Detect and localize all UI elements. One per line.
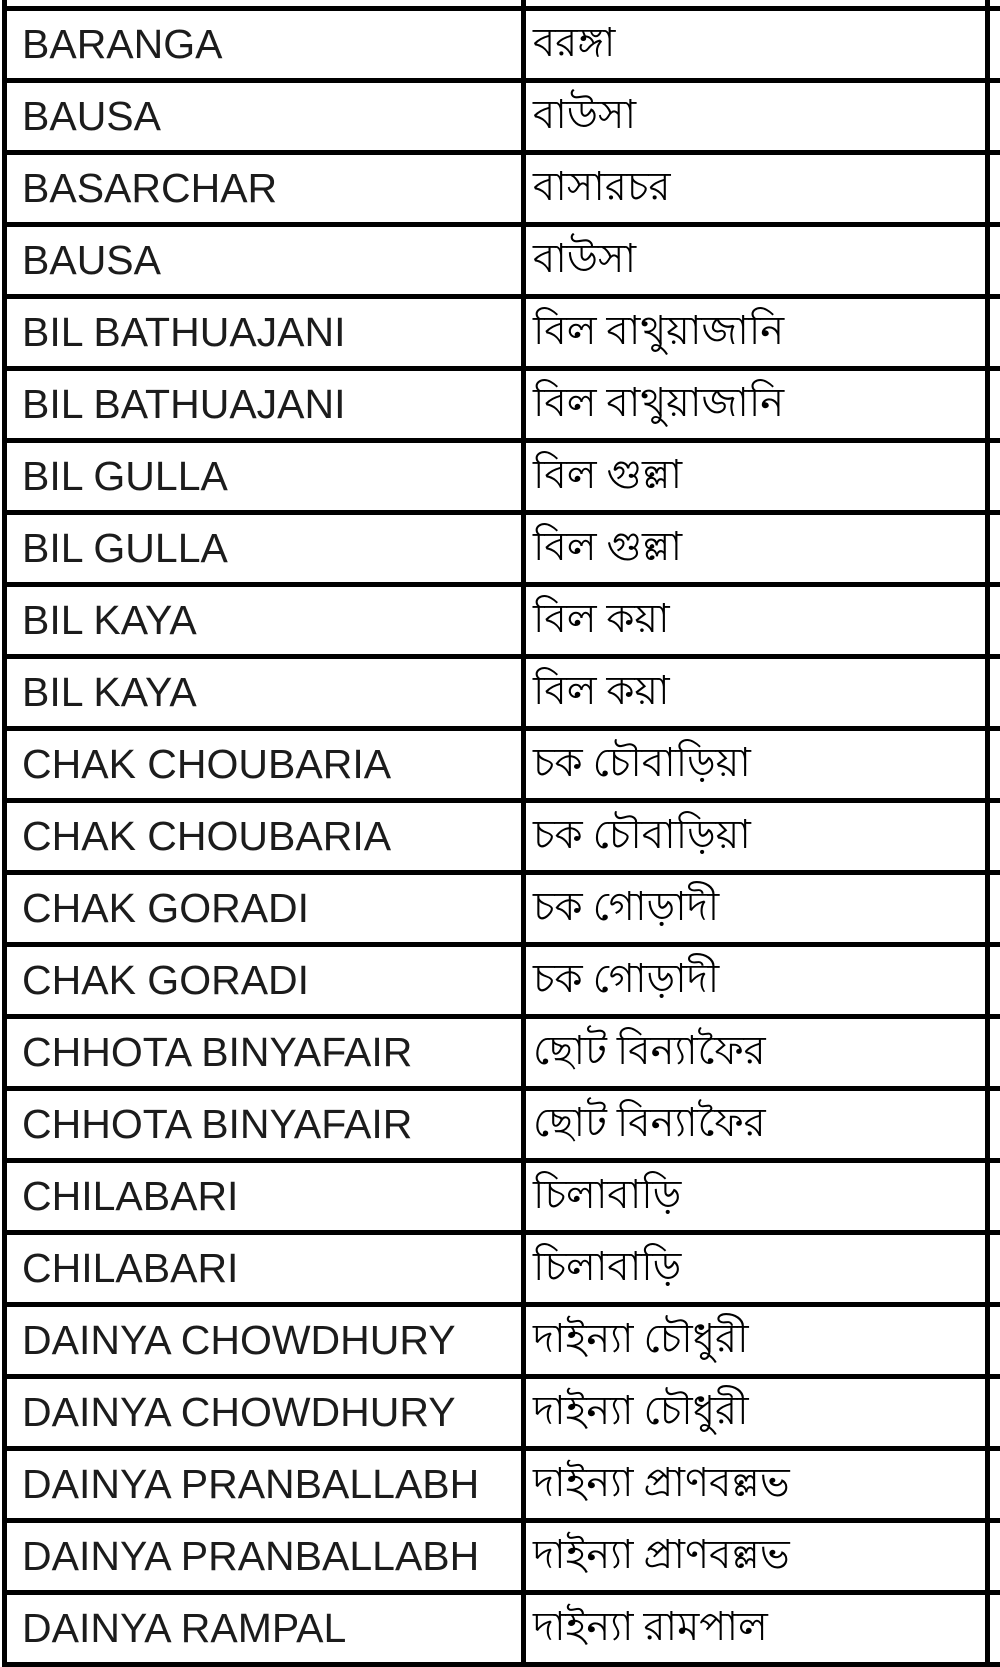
cell-name-english: DAINYA CHOWDHURY [5, 1377, 524, 1449]
cell-name-bangla: চক চৌবাড়িয়া [524, 801, 988, 873]
table-row [5, 1377, 1000, 1449]
cell-name-english: BAUSA [5, 225, 524, 297]
cell-name-bangla: চিলাবাড়ি [524, 1233, 988, 1305]
cell-cutoff-empty [988, 153, 1000, 225]
cell-cutoff-empty [988, 1089, 1000, 1161]
table-row [5, 225, 1000, 297]
cell-name-bangla: বরঙ্গা [524, 9, 988, 81]
cell-name-english: DAINYA CHOWDHURY [5, 1305, 524, 1377]
cell-name-english: CHAK GORADI [5, 945, 524, 1017]
table-row [5, 801, 1000, 873]
cell-name-english: CHAK CHOUBARIA [5, 729, 524, 801]
cell-name-bangla: চক গোড়াদী [524, 945, 988, 1017]
cell-cutoff-empty [988, 1305, 1000, 1377]
cell-name-bangla: বিল কয়া [524, 657, 988, 729]
cell-cutoff-empty [988, 1521, 1000, 1593]
cell-name-english: CHAK GORADI [5, 873, 524, 945]
table-row [5, 1233, 1000, 1305]
cell-cutoff-empty [988, 801, 1000, 873]
cell-cutoff-empty [988, 1593, 1000, 1665]
cell-name-english: CHHOTA BINYAFAIR [5, 1089, 524, 1161]
table-row [5, 9, 1000, 81]
cell-name-bangla: ছোট বিন্যাফৈর [524, 1017, 988, 1089]
cell-cutoff-empty [988, 1017, 1000, 1089]
table-row [5, 1089, 1000, 1161]
cell-name-bangla: দাইন্যা রামপাল [524, 1593, 988, 1665]
cell-cutoff-empty [988, 9, 1000, 81]
cell-name-bangla: বিল গুল্লা [524, 513, 988, 585]
table-row [5, 729, 1000, 801]
cell-cutoff-empty [988, 1377, 1000, 1449]
cell-name-english: BARANGA [5, 9, 524, 81]
cell-name-english: CHILABARI [5, 1233, 524, 1305]
cell-name-bangla: দাইন্যা প্রাণবল্লভ [524, 1449, 988, 1521]
cell-name-english: BIL GULLA [5, 441, 524, 513]
cell-name-english: BIL BATHUAJANI [5, 297, 524, 369]
table-row [5, 1593, 1000, 1665]
table-row [5, 585, 1000, 657]
cell-cutoff-empty [988, 441, 1000, 513]
cell-cutoff-empty [988, 513, 1000, 585]
cell-name-bangla: দাইন্যা প্রাণবল্লভ [524, 1521, 988, 1593]
table-row [5, 945, 1000, 1017]
cell-cutoff-empty [988, 81, 1000, 153]
table-row [5, 657, 1000, 729]
cell-cutoff-empty [988, 873, 1000, 945]
cell-cutoff-empty [988, 657, 1000, 729]
truncated-cell [524, 0, 988, 9]
cell-name-bangla: দাইন্যা চৌধুরী [524, 1305, 988, 1377]
table-row [5, 1449, 1000, 1521]
table-row [5, 81, 1000, 153]
table-row [5, 1017, 1000, 1089]
table-row [5, 513, 1000, 585]
cell-name-bangla: বাউসা [524, 225, 988, 297]
table-row [5, 1161, 1000, 1233]
cell-name-english: CHHOTA BINYAFAIR [5, 1017, 524, 1089]
cell-name-bangla: দাইন্যা চৌধুরী [524, 1377, 988, 1449]
cell-name-bangla: ছোট বিন্যাফৈর [524, 1089, 988, 1161]
cell-name-english: CHILABARI [5, 1161, 524, 1233]
table-row [5, 153, 1000, 225]
cell-cutoff-empty [988, 225, 1000, 297]
truncated-cell [5, 0, 524, 9]
cell-name-english: CHAK CHOUBARIA [5, 801, 524, 873]
cell-cutoff-empty [988, 1161, 1000, 1233]
cell-name-bangla: চক চৌবাড়িয়া [524, 729, 988, 801]
cell-cutoff-empty [988, 945, 1000, 1017]
cell-name-bangla: বিল গুল্লা [524, 441, 988, 513]
table-row [5, 369, 1000, 441]
cell-name-bangla: বিল বাথুয়াজানি [524, 297, 988, 369]
cell-name-english: BIL GULLA [5, 513, 524, 585]
table-row [5, 873, 1000, 945]
cell-name-english: BIL KAYA [5, 657, 524, 729]
cell-name-english: BIL BATHUAJANI [5, 369, 524, 441]
table-row [5, 297, 1000, 369]
table-row [5, 1521, 1000, 1593]
cell-name-english: DAINYA PRANBALLABH [5, 1521, 524, 1593]
mouza-name-table [2, 0, 1000, 1667]
cell-cutoff-empty [988, 1449, 1000, 1521]
table-row [5, 1305, 1000, 1377]
cell-cutoff-empty [988, 729, 1000, 801]
cell-cutoff-empty [988, 1233, 1000, 1305]
cell-name-english: BAUSA [5, 81, 524, 153]
cell-name-bangla: চক গোড়াদী [524, 873, 988, 945]
table-row [5, 441, 1000, 513]
cell-name-english: DAINYA RAMPAL [5, 1593, 524, 1665]
cell-name-english: BIL KAYA [5, 585, 524, 657]
cell-name-bangla: বিল বাথুয়াজানি [524, 369, 988, 441]
cell-name-bangla: বাসারচর [524, 153, 988, 225]
cell-name-bangla: চিলাবাড়ি [524, 1161, 988, 1233]
truncated-cell [988, 0, 1000, 9]
cell-name-english: BASARCHAR [5, 153, 524, 225]
cell-name-bangla: বাউসা [524, 81, 988, 153]
truncated-row-above [5, 0, 1000, 9]
cell-cutoff-empty [988, 585, 1000, 657]
cell-cutoff-empty [988, 369, 1000, 441]
cell-name-english: DAINYA PRANBALLABH [5, 1449, 524, 1521]
cell-cutoff-empty [988, 297, 1000, 369]
cell-name-bangla: বিল কয়া [524, 585, 988, 657]
